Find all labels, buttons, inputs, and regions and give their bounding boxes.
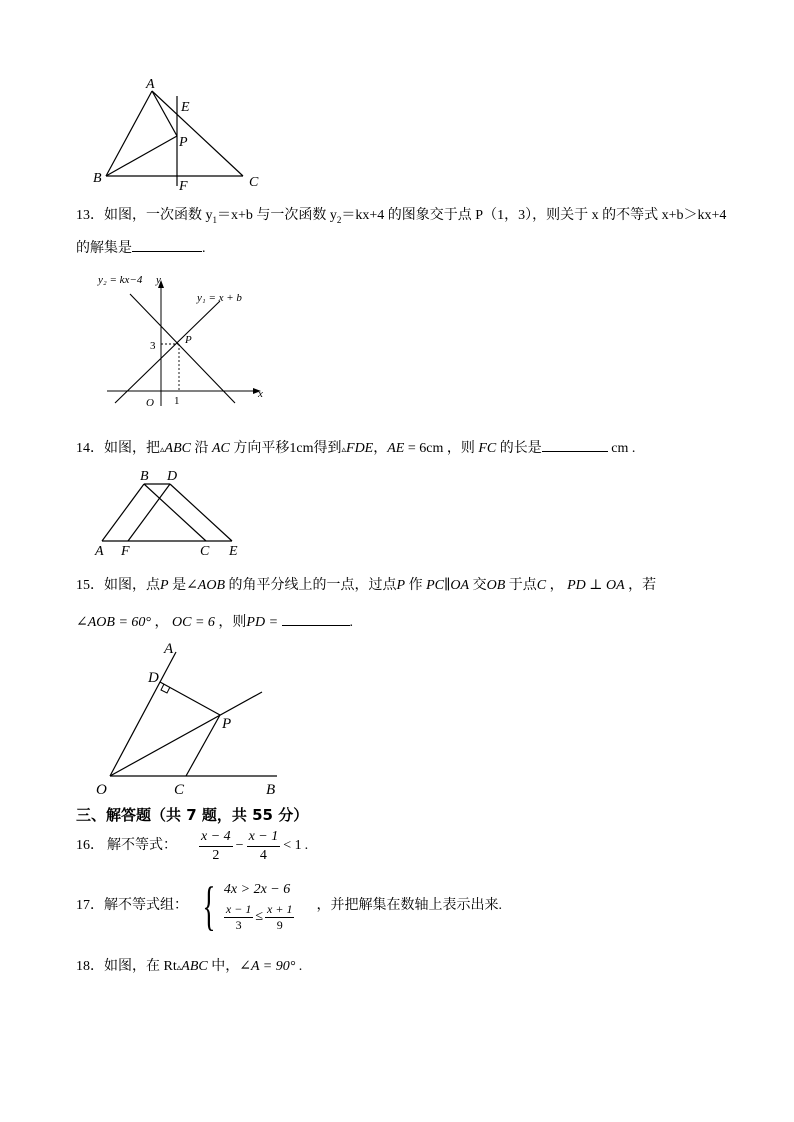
figure-linear-functions (95, 266, 275, 416)
label-o: O (96, 782, 107, 798)
label-f: F (179, 179, 188, 194)
label-a: A (164, 641, 174, 657)
segment-bc (144, 484, 206, 541)
question-number: 17． (76, 898, 104, 913)
line-y1 (115, 301, 220, 403)
segment-fd (128, 484, 170, 541)
label-a: A (146, 77, 155, 92)
question-13-line-2: 的解集是 . (76, 237, 206, 259)
brace-icon: { (202, 876, 216, 936)
label-d: D (167, 469, 178, 484)
question-15-line-1: 15．如图，点P 是∠AOB 的角平分线上的一点，过点P 作 PC∥OA 交OB 于点C ， PD ⊥ OA ，若 (76, 578, 657, 593)
label-3: 3 (150, 340, 156, 352)
label-1: 1 (174, 395, 180, 407)
fraction-1: $\frac{x - 4}{2}$ (201, 828, 231, 863)
label-e: E (229, 544, 238, 558)
system-row-1: 4x > 2x − 6 (223, 881, 291, 897)
label-b: B (93, 171, 102, 186)
line-y2 (130, 294, 235, 403)
question-15-line-2: ∠AOB = 60° ， OC = 6 ，则PD = . (76, 611, 353, 633)
question-14: 14．如图，把▵ABC 沿 AC 方向平移1cm得到▵FDE，AE = 6cm ，则 FC 的长是 cm . (76, 437, 635, 459)
label-x-axis: x (258, 388, 263, 400)
question-13-line-1: 13．如图，一次函数 $y_1=x+b$ 与一次函数 $y_2=kx+4$ 的图象交于点 P（1，3），则关于 x 的不等式 x+b＞kx+4 (76, 208, 727, 225)
figure-angle-bisector (94, 638, 294, 800)
label-y-axis: y (156, 274, 161, 286)
segment-de (170, 484, 232, 541)
label-c: C (174, 782, 185, 798)
figure-translated-triangles (92, 466, 252, 558)
label-a: A (95, 544, 104, 558)
label-y2: y₂ = kx−4 (98, 274, 143, 286)
label-d: D (148, 670, 159, 686)
question-number: 14． (76, 441, 104, 456)
label-b: B (140, 469, 149, 484)
segment-ab (102, 484, 144, 541)
question-number: 13． (76, 208, 104, 223)
segment-dp (160, 682, 220, 715)
label-c: C (249, 175, 259, 190)
label-p: P (222, 716, 232, 732)
fraction-2: $\frac{x - 1}{4}$ (248, 828, 279, 863)
segment-ac (152, 91, 243, 176)
answer-blank[interactable] (132, 237, 202, 252)
label-b: B (266, 782, 276, 798)
question-16: 16． 解不等式： $\frac{x - 4}{2}$ − $\frac{x - 1}{4}$ < 1 . (76, 828, 309, 863)
answer-blank[interactable] (282, 611, 350, 626)
label-p: P (185, 334, 192, 346)
question-number: 15． (76, 578, 104, 593)
answer-blank[interactable] (542, 437, 608, 452)
label-f: F (121, 544, 130, 558)
segment-ap (152, 91, 177, 136)
section-heading: 三、解答题（共 7 题，共 55 分） (76, 806, 309, 824)
label-p: P (179, 135, 188, 150)
question-number: 16． (76, 838, 104, 853)
question-17: 17． 解不等式组： { 4x > 2x − 6 $\frac{x - 1}{3}$ ≤ $\frac{x + 1}{9}$ ，并把解集在数轴上表示出来. (76, 876, 502, 936)
label-c: C (200, 544, 210, 558)
question-number: 18． (76, 959, 104, 974)
label-y1: y₁ = x + b (197, 292, 242, 304)
question-18: 18．如图，在 Rt▵ABC 中，∠A = 90° . (76, 959, 303, 974)
system-row-2: $\frac{x - 1}{3}$ ≤ $\frac{x + 1}{9}$ (225, 901, 293, 932)
label-e: E (181, 100, 190, 115)
label-o: O (146, 397, 154, 409)
figure-triangle-abc-ef (88, 76, 278, 196)
